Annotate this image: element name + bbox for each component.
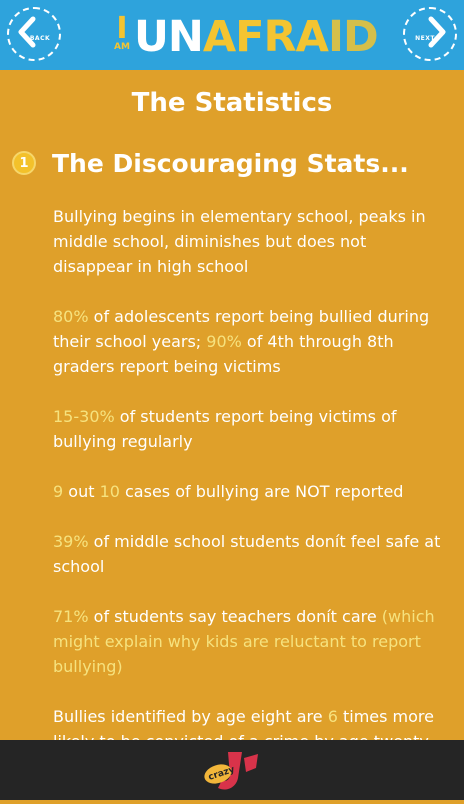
stat-highlight: (which might explain why kids are reluctant to report bullying) [53,607,435,676]
stat-highlight: 15-30% [53,407,115,426]
stat-item [53,404,445,454]
section-number-badge: 1 [12,151,36,175]
stat-highlight: 9 [53,482,64,501]
stat-item [53,529,445,579]
stat-highlight: 39% [53,532,89,551]
stat-text: Bullying begins in elementary school, peaks in middle school, diminishes but does not disappear in high school [53,207,426,276]
section-header [12,146,409,180]
stat-highlight: 10 [99,482,120,501]
stat-text: of adolescents report being bullied during their school years; [53,307,430,351]
chevron-right-icon [405,9,455,59]
stat-item [53,304,445,379]
back-button[interactable] [7,7,61,61]
bottom-bar [0,740,464,800]
stat-highlight: 90% [206,332,242,351]
page-title: The Statistics [131,88,333,118]
stat-text: times more [342,707,434,726]
next-button[interactable] [403,7,457,61]
brand-logo-icon[interactable] [198,748,266,794]
logo-am: AM [114,42,130,52]
logo-id: ID [327,12,378,62]
stat-text: of 4th through 8th graders report being victims [53,332,394,376]
top-bar [0,0,464,70]
back-label: BACK [29,35,51,42]
logo-afra: AFRA [202,12,328,62]
stat-highlight: 80% [53,307,89,326]
stat-highlight: 71% [53,607,89,626]
logo-i: I [116,11,128,46]
logo-i-am [112,11,132,52]
content-area[interactable] [0,70,464,740]
section-title: The Discouraging Stats... [52,148,409,178]
stat-text: of students report being victims of bullying regularly [53,407,397,451]
app-logo [112,10,378,62]
stat-item [53,479,445,504]
stat-text: of students say teachers donít care [88,607,382,626]
logo-un: UN [134,12,203,62]
stat-item [53,604,445,679]
stat-text: Bullies identified by age eight are [53,707,328,726]
stat-highlight: 6 [327,707,338,726]
stat-text: out [63,482,100,501]
chevron-left-icon [9,9,59,59]
stats-list [53,204,445,804]
stat-text: of middle school students donít feel safe at school [53,532,441,576]
next-label: NEXT [415,35,435,42]
brand-logo-text: crazy [207,764,236,783]
logo-wordmark [134,13,378,61]
stat-item [53,204,445,279]
stat-text: cases of bullying are NOT reported [119,482,404,501]
